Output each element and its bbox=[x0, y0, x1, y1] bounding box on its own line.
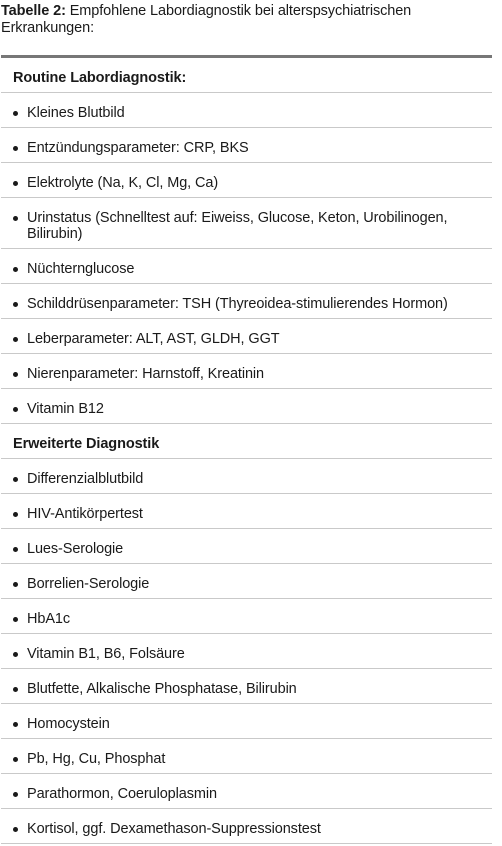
list-item bbox=[1, 354, 492, 389]
section-heading-routine bbox=[1, 58, 492, 93]
item-text: Nierenparameter: Harnstoff, Kreatinin bbox=[27, 366, 265, 382]
item-text: Lues-Serologie bbox=[27, 541, 124, 557]
item-text: Blutfette, Alkalische Phosphatase, Bilirubin bbox=[27, 681, 297, 697]
item-text: Differenzialblutbild bbox=[27, 471, 144, 487]
list-item bbox=[1, 669, 492, 704]
list-item bbox=[1, 389, 492, 424]
item-text: HIV-Antikörpertest bbox=[27, 506, 143, 522]
section-heading-extended bbox=[1, 424, 492, 459]
list-item bbox=[1, 319, 492, 354]
table-caption bbox=[1, 3, 491, 37]
item-text: Pb, Hg, Cu, Phosphat bbox=[27, 751, 166, 767]
item-text: Vitamin B12 bbox=[27, 401, 104, 417]
item-text: Parathormon, Coeruloplasmin bbox=[27, 786, 217, 802]
item-text: Leberparameter: ALT, AST, GLDH, GGT bbox=[27, 331, 280, 347]
list-item bbox=[1, 163, 492, 198]
list-item bbox=[1, 529, 492, 564]
list-item bbox=[1, 284, 492, 319]
list-item bbox=[1, 564, 492, 599]
list-item bbox=[1, 599, 492, 634]
list-item bbox=[1, 494, 492, 529]
item-text: Elektrolyte (Na, K, Cl, Mg, Ca) bbox=[27, 175, 219, 191]
list-item bbox=[1, 774, 492, 809]
section-heading-text: Erweiterte Diagnostik bbox=[13, 436, 160, 452]
list-item bbox=[1, 459, 492, 494]
lab-diagnostics-table bbox=[1, 55, 492, 844]
list-item bbox=[1, 634, 492, 669]
item-text: Homocystein bbox=[27, 716, 110, 732]
item-text: Entzündungsparameter: CRP, BKS bbox=[27, 140, 249, 156]
item-text: Vitamin B1, B6, Folsäure bbox=[27, 646, 185, 662]
caption-text: Empfohlene Labordiagnostik bei alterspsychiatrischen Erkrankungen: bbox=[1, 3, 412, 36]
list-item bbox=[1, 128, 492, 163]
section-heading-text: Routine Labordiagnostik: bbox=[13, 70, 187, 86]
list-item bbox=[1, 249, 492, 284]
item-text: Borrelien-Serologie bbox=[27, 576, 150, 592]
list-item bbox=[1, 704, 492, 739]
list-item bbox=[1, 93, 492, 128]
caption-label: Tabelle 2: bbox=[1, 3, 66, 19]
item-text: HbA1c bbox=[27, 611, 71, 627]
list-item bbox=[1, 739, 492, 774]
list-item bbox=[1, 809, 492, 844]
item-text: Kleines Blutbild bbox=[27, 105, 125, 121]
item-text: Urinstatus (Schnelltest auf: Eiweiss, Glucose, Keton, Urobilinogen, Bilirubin) bbox=[27, 210, 448, 242]
item-text: Schilddrüsenparameter: TSH (Thyreoidea-stimulierendes Hormon) bbox=[27, 296, 448, 312]
item-text: Kortisol, ggf. Dexamethason-Suppressionstest bbox=[27, 821, 321, 837]
list-item bbox=[1, 198, 492, 249]
item-text: Nüchternglucose bbox=[27, 261, 135, 277]
